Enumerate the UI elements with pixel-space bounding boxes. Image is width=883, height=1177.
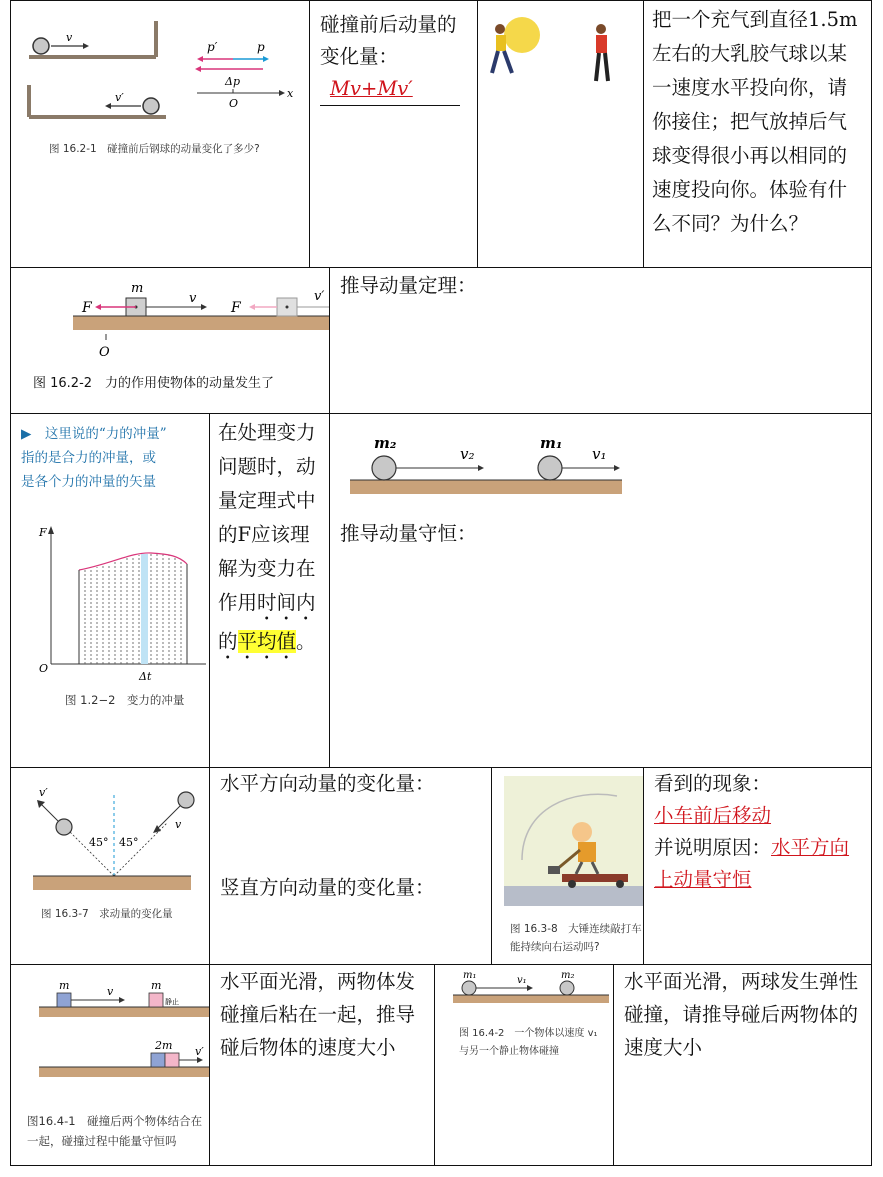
reason-line bbox=[654, 832, 861, 896]
derive-theorem-label: 推导动量定理： bbox=[340, 274, 477, 297]
derive-conservation-cell bbox=[329, 413, 872, 768]
dotted-text: 时间内的 bbox=[218, 591, 316, 653]
two-balls-figure bbox=[330, 414, 872, 514]
sidenote-line-1: ▶ 这里说的“力的冲量” bbox=[21, 426, 167, 442]
block-pink bbox=[149, 993, 163, 1007]
label-m2: m₂ bbox=[374, 434, 397, 452]
average-force-text: 在处理变力问题时，动量定理式中的F应该理解为变力在作用 bbox=[218, 421, 316, 614]
label-m: m bbox=[131, 281, 144, 296]
axis-origin: O bbox=[39, 662, 49, 675]
reason-label: 并说明原因： bbox=[654, 836, 772, 859]
label-m2-b: m₂ bbox=[561, 970, 575, 981]
inelastic-question: 水平面光滑，两物体发碰撞后粘在一起，推导碰后物体的速度大小 bbox=[220, 970, 416, 1059]
balloon-illustration-cell bbox=[477, 0, 644, 268]
label-F2: F bbox=[231, 300, 241, 316]
answer-text: Mv+Mv′ bbox=[330, 77, 413, 100]
balloon-text-cell bbox=[643, 0, 872, 268]
ball-m1-b bbox=[462, 981, 476, 995]
label-v1-b: v₁ bbox=[517, 975, 527, 986]
fig-16-4-2-cell bbox=[434, 964, 614, 1166]
average-force-cell bbox=[209, 413, 330, 768]
person-head-2 bbox=[596, 24, 606, 34]
label-v: v bbox=[66, 31, 73, 44]
derive-theorem-cell bbox=[329, 267, 872, 414]
ball-m2-b bbox=[560, 981, 574, 995]
reason-answer: 水平方向上动量守恒 bbox=[654, 836, 850, 891]
fig-16-2-1-cell bbox=[10, 0, 310, 268]
momentum-components-cell bbox=[209, 767, 492, 965]
label-delta-p: Δp bbox=[225, 75, 240, 88]
variable-force-cell bbox=[10, 413, 210, 768]
label-p-prime: p′ bbox=[207, 40, 218, 54]
period: 。 bbox=[296, 630, 316, 653]
balloon-illustration bbox=[478, 1, 644, 268]
hammer-cart-illustration bbox=[492, 768, 644, 916]
fig-16-4-1 bbox=[11, 965, 210, 1095]
seen-answer: 小车前后移动 bbox=[654, 804, 772, 827]
fig-16-3-7-cell bbox=[10, 767, 210, 965]
label-still: 静止 bbox=[165, 998, 179, 1006]
fig-caption-16-4-1: 图16.4-1 碰撞后两个物体结合在一起，碰撞过程中能量守恒吗 bbox=[27, 1114, 203, 1148]
inelastic-question-cell bbox=[209, 964, 435, 1166]
fig-caption-16-3-7: 图 16.3-7 求动量的变化量 bbox=[41, 908, 173, 920]
label-m-b: m bbox=[151, 979, 162, 992]
label-v-a: v bbox=[107, 985, 114, 998]
block-pink-merged bbox=[165, 1053, 179, 1067]
fig-caption-1-2-2: 图 1.2−2 变力的冲量 bbox=[65, 693, 185, 707]
sidenote-line-2: 指的是合力的冲量，或 bbox=[21, 450, 156, 466]
momentum-change-answer bbox=[320, 73, 460, 106]
axis-F: F bbox=[39, 526, 47, 539]
ball-after bbox=[56, 819, 72, 835]
derive-conservation-label: 推导动量守恒： bbox=[340, 522, 477, 545]
fig-16-2-2 bbox=[11, 268, 330, 378]
block-blue bbox=[57, 993, 71, 1007]
label-v1b: v₁ bbox=[592, 445, 607, 463]
label-v2b: v₂ bbox=[460, 445, 475, 463]
balloon-icon bbox=[504, 17, 540, 53]
label-m1: m₁ bbox=[540, 434, 563, 452]
fig-16-2-2-cell bbox=[10, 267, 330, 414]
label-F1: F bbox=[82, 300, 92, 316]
fig-caption-16-2-2: 图 16.2-2 力的作用使物体的动量发生了 bbox=[33, 376, 275, 391]
fig-16-4-1-cell bbox=[10, 964, 210, 1166]
label-m1-b: m₁ bbox=[463, 970, 477, 981]
delta-t-strip bbox=[141, 554, 148, 664]
ball-m2 bbox=[372, 456, 396, 480]
momentum-change-question-cell bbox=[309, 0, 478, 268]
fig-16-3-7 bbox=[11, 768, 210, 965]
ball-before bbox=[178, 792, 194, 808]
seen-label: 看到的现象： bbox=[654, 772, 772, 795]
momentum-change-question: 碰撞前后动量的变化量： bbox=[320, 13, 457, 68]
observation-cell bbox=[643, 767, 872, 965]
balloon-experiment-text: 把一个充气到直径1.5m左右的大乳胶气球以某一速度水平投向你，请你接住；把气放掉后气球变得很小再以相同的速度投向你。体验有什么不同？为什么？ bbox=[652, 8, 858, 235]
label-m-a: m bbox=[59, 979, 70, 992]
variable-force-graph bbox=[11, 414, 210, 768]
steel-ball-after bbox=[143, 98, 159, 114]
label-v2: v′ bbox=[314, 289, 325, 304]
steel-ball-before bbox=[33, 38, 49, 54]
label-v-prime-c: v′ bbox=[195, 1045, 204, 1058]
fig-16-2-1 bbox=[11, 1, 310, 268]
horizontal-momentum-question: 水平方向动量的变化量： bbox=[220, 772, 435, 795]
child-head bbox=[572, 822, 592, 842]
label-p: p bbox=[257, 40, 265, 54]
fig-16-4-2 bbox=[435, 965, 614, 1025]
highlight-average-value: 平均值 bbox=[237, 630, 297, 653]
fig-caption-16-3-8: 图 16.3-8 大锤连续敲打车能持续向右运动吗? bbox=[510, 923, 642, 953]
elastic-question-cell bbox=[613, 964, 872, 1166]
angle-right: 45° bbox=[119, 836, 139, 849]
label-v1: v bbox=[189, 291, 197, 306]
angle-left: 45° bbox=[89, 836, 109, 849]
label-origin-2: O bbox=[99, 345, 110, 360]
fig-16-3-8-cell bbox=[491, 767, 644, 965]
label-2m: 2m bbox=[155, 1039, 173, 1052]
elastic-question: 水平面光滑，两球发生弹性碰撞，请推导碰后两物体的速度大小 bbox=[624, 970, 859, 1059]
label-delta-t: Δt bbox=[139, 670, 152, 683]
fig-caption-16-4-2: 图 16.4-2 一个物体以速度 v₁ 与另一个静止物体碰撞 bbox=[459, 1028, 598, 1057]
label-v-prime-2: v′ bbox=[39, 786, 48, 799]
person-head bbox=[495, 24, 505, 34]
label-origin: O bbox=[229, 97, 239, 110]
label-v-2: v bbox=[175, 818, 182, 831]
sidenote-line-3: 是各个力的冲量的矢量 bbox=[21, 474, 156, 490]
ball-m1 bbox=[538, 456, 562, 480]
vertical-momentum-question: 竖直方向动量的变化量： bbox=[220, 876, 435, 899]
block-blue-merged bbox=[151, 1053, 165, 1067]
fig-caption-16-2-1: 图 16.2-1 碰撞前后钢球的动量变化了多少? bbox=[49, 143, 260, 155]
impulse-strips bbox=[79, 553, 181, 664]
label-v-prime: v′ bbox=[115, 91, 124, 104]
label-x: x bbox=[287, 87, 294, 100]
